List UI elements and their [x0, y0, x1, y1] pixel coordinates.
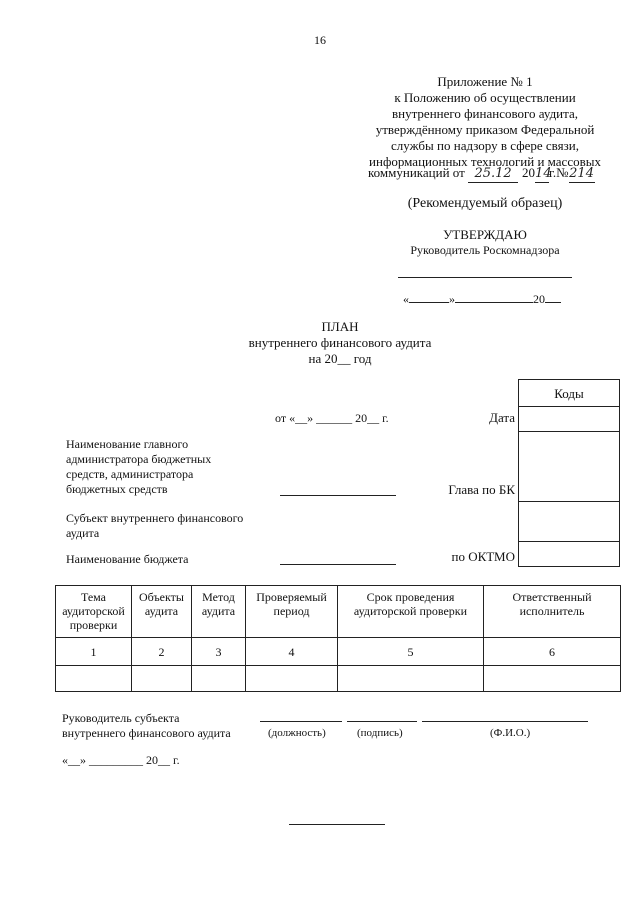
plan-date-line: от «__» ______ 20__ г. [275, 411, 389, 425]
table-cell[interactable] [338, 666, 484, 692]
budget-label: Наименование бюджета [66, 552, 189, 566]
annex-line: утверждённому приказом Федеральной [375, 122, 595, 137]
table-header-row [56, 586, 621, 638]
code-subject-cell[interactable] [519, 502, 619, 542]
annex-date-prefix: коммуникаций от [368, 165, 465, 180]
approve-year-blank [545, 292, 561, 303]
column-header-period: Проверяемый период [246, 586, 338, 638]
subject-label: Субъект внутреннего финансового аудита [66, 511, 244, 540]
name-caption: (Ф.И.О.) [490, 727, 531, 739]
position-caption: (должность) [268, 727, 326, 739]
recommended-sample-note: (Рекомендуемый образец) [407, 196, 563, 211]
code-bk-cell[interactable] [519, 432, 619, 502]
signature-line[interactable] [347, 721, 417, 722]
signature-label-line1: Руководитель субъекта [62, 711, 180, 725]
admin-label: Наименование главного администратора бюджетных средств, администратора бюджетных средств [66, 437, 212, 496]
handwritten-number: 214 [569, 166, 594, 181]
column-number: 3 [192, 638, 246, 666]
table-cell[interactable] [246, 666, 338, 692]
approve-signature-line [398, 277, 572, 278]
annex-year-prefix: 20 [522, 165, 536, 180]
audit-plan-table [55, 585, 621, 692]
codes-box [518, 379, 620, 567]
page-number: 16 [314, 33, 326, 47]
table-number-row [56, 638, 621, 666]
plan-subtitle: внутреннего финансового аудита [248, 335, 432, 350]
table-cell[interactable] [192, 666, 246, 692]
approve-day-blank [409, 292, 449, 303]
bottom-separator [289, 824, 385, 825]
codes-title: Коды [554, 386, 584, 401]
column-header-topic: Тема аудиторской проверки [56, 586, 132, 638]
annex-line: службы по надзору в сфере связи, [391, 138, 579, 153]
annex-line: Приложение № 1 [437, 74, 533, 89]
code-date-cell[interactable] [519, 407, 619, 432]
admin-value-line[interactable] [280, 495, 396, 496]
approve-month-blank [455, 292, 533, 303]
date-label: Дата [489, 410, 515, 425]
plan-year-line: на 20__ год [308, 351, 372, 366]
bk-label: Глава по БК [448, 482, 515, 497]
annex-line: информационных технологий и массовых [369, 154, 601, 169]
codes-header-cell [519, 380, 619, 407]
column-header-objects: Объекты аудита [132, 586, 192, 638]
code-oktmo-cell[interactable] [519, 542, 619, 566]
name-line[interactable] [422, 721, 588, 722]
approve-title: УТВЕРЖДАЮ [443, 227, 527, 242]
column-number: 5 [338, 638, 484, 666]
table-cell[interactable] [56, 666, 132, 692]
column-header-executor: Ответственный исполнитель [484, 586, 621, 638]
table-cell[interactable] [132, 666, 192, 692]
approve-position: Руководитель Роскомнадзора [410, 243, 560, 257]
handwritten-date: 25.12 [474, 166, 512, 181]
approve-date-year: 20 [533, 292, 545, 306]
approve-date-line [403, 292, 573, 307]
table-row [56, 666, 621, 692]
column-number: 1 [56, 638, 132, 666]
handwritten-year: 14 [535, 166, 552, 181]
annex-line: внутреннего финансового аудита, [391, 106, 578, 121]
column-header-method: Метод аудита [192, 586, 246, 638]
annex-number-prefix: г.№ [549, 165, 569, 180]
budget-value-line[interactable] [280, 564, 396, 565]
annex-line: к Положению об осуществлении [394, 90, 576, 105]
approve-date-mid: » [449, 292, 455, 306]
column-number: 6 [484, 638, 621, 666]
position-line[interactable] [260, 721, 342, 722]
oktmo-label: по ОКТМО [451, 549, 515, 564]
column-number: 4 [246, 638, 338, 666]
signature-label-line2: внутреннего финансового аудита [62, 726, 231, 740]
table-cell[interactable] [484, 666, 621, 692]
column-header-term: Срок проведения аудиторской проверки [338, 586, 484, 638]
annex-date-line [368, 165, 618, 183]
sign-caption: (подпись) [357, 727, 403, 739]
signature-date-line: «__» _________ 20__ г. [62, 753, 180, 767]
annex-block [360, 74, 610, 170]
column-number: 2 [132, 638, 192, 666]
plan-title: ПЛАН [321, 319, 359, 334]
approve-date-open: « [403, 292, 409, 306]
